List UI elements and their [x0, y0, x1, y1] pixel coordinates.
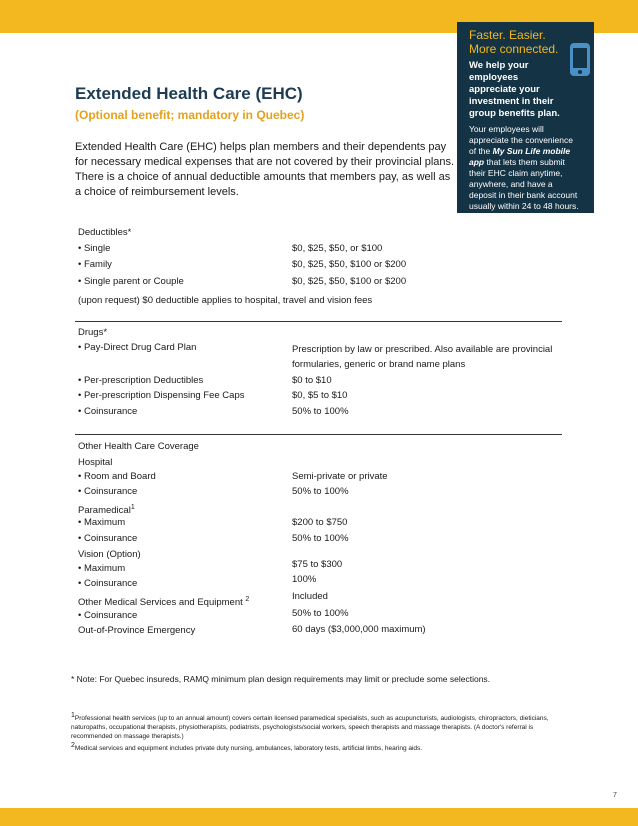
other-medical-label — [78, 594, 249, 609]
footnote-1 — [71, 711, 568, 741]
app-name: My Sun Life mobile app — [469, 146, 571, 167]
row-label: • Single — [78, 243, 111, 254]
footnote-mark: 2 — [245, 596, 250, 603]
footnote-text: Medical services and equipment includes private duty nursing, ambulances, laboratory tests, artificial limbs, hearing aids. — [74, 745, 423, 753]
row-value: Included — [292, 591, 328, 602]
row-value: 50% to 100% — [292, 486, 349, 497]
footnote-mark: 1 — [71, 712, 75, 719]
row-value: 50% to 100% — [292, 533, 349, 544]
other-medical-text: Other Medical Services and Equipment — [78, 597, 243, 609]
row-label: • Maximum — [78, 563, 126, 574]
row-label: • Maximum — [78, 517, 126, 528]
row-value: $0, $25, $50, $100 or $200 — [292, 276, 407, 287]
callout-title-line2: More connected. — [469, 42, 559, 56]
callout-title-line1: Faster. Easier. — [469, 28, 546, 42]
callout-body-pre: Your employees will appreciate the convenience of the — [469, 124, 573, 156]
section-divider — [75, 321, 562, 322]
row-label: • Room and Board — [78, 471, 156, 482]
row-label: • Coinsurance — [78, 533, 138, 544]
footnote-text: Professional health services (up to an annual amount) covers certain licensed paramedical specialists, such as acupuncturists, audiologists, chiropractors, dieticians, naturopaths, occupational therapists, physiotherapists, podiatrists, psychologists/social workers, speech therapists and massage therapists. (A doctor's referral is recommended on massage therapists.) — [71, 715, 549, 741]
row-label: Out-of-Province Emergency — [78, 625, 196, 636]
row-value: 50% to 100% — [292, 608, 349, 619]
row-value: 60 days ($3,000,000 maximum) — [292, 624, 426, 635]
intro-paragraph: Extended Health Care (EHC) helps plan members and their dependents pay for necessary medical expenses that are not covered by their provincial plans. There is a choice of annual deductible amounts that members pay, as well as a choice of reimbursement levels. — [75, 141, 455, 198]
row-value: 50% to 100% — [292, 406, 349, 417]
row-label: • Per-prescription Deductibles — [78, 375, 204, 386]
callout-lead: We help your employees appreciate your investment in their group benefits plan. — [469, 60, 560, 119]
row-value: $200 to $750 — [292, 517, 348, 528]
page-number: 7 — [613, 792, 617, 799]
mobile-app-callout — [457, 22, 594, 213]
page-subtitle: (Optional benefit; mandatory in Quebec) — [75, 108, 305, 122]
row-label: • Coinsurance — [78, 610, 138, 621]
phone-home-button — [578, 70, 582, 74]
paramedical-text: Paramedical — [78, 505, 131, 517]
page-title: Extended Health Care (EHC) — [75, 84, 303, 103]
footnote-2 — [71, 741, 568, 753]
row-value: Semi-private or private — [292, 471, 388, 482]
deductibles-header: Deductibles* — [78, 227, 132, 238]
vision-label: Vision (Option) — [78, 549, 141, 560]
row-label: • Pay-Direct Drug Card Plan — [78, 342, 197, 353]
row-label: • Single parent or Couple — [78, 276, 184, 287]
row-value: $0, $25, $50, $100 or $200 — [292, 259, 407, 270]
footnote-mark: 1 — [130, 504, 135, 511]
wireless-signal-icon — [594, 20, 608, 34]
phone-screen — [573, 48, 587, 68]
deductibles-note: (upon request) $0 deductible applies to hospital, travel and vision fees — [78, 295, 373, 306]
row-value: 100% — [292, 574, 317, 585]
section-divider — [75, 434, 562, 435]
bottom-accent-band — [0, 808, 638, 826]
hospital-label: Hospital — [78, 457, 113, 468]
drugs-header: Drugs* — [78, 327, 108, 338]
row-label: • Coinsurance — [78, 406, 138, 417]
callout-body — [469, 124, 579, 212]
row-label: • Per-prescription Dispensing Fee Caps — [78, 390, 245, 401]
footnotes — [71, 711, 568, 753]
paramedical-label — [78, 502, 135, 517]
footnote-mark: 2 — [71, 742, 75, 750]
other-header: Other Health Care Coverage — [78, 441, 199, 452]
callout-title — [469, 28, 586, 56]
row-value: $75 to $300 — [292, 559, 343, 570]
callout-body-post: that lets them submit their EHC claim anytime, anywhere, and have a deposit in their bank account usually within 24 to 48 hours. — [469, 157, 579, 211]
row-label: • Coinsurance — [78, 486, 138, 497]
row-label: • Family — [78, 259, 112, 270]
row-value: $0, $25, $50, or $100 — [292, 243, 383, 254]
row-value: $0, $5 to $10 — [292, 390, 348, 401]
smartphone-icon — [570, 37, 590, 73]
row-value: Prescription by law or prescribed. Also available are provincial formularies, generic or brand name plans — [292, 344, 553, 370]
quebec-note: * Note: For Quebec insureds, RAMQ minimum plan design requirements may limit or preclude some selections. — [71, 674, 491, 684]
row-label: • Coinsurance — [78, 578, 138, 589]
row-value: $0 to $10 — [292, 375, 332, 386]
